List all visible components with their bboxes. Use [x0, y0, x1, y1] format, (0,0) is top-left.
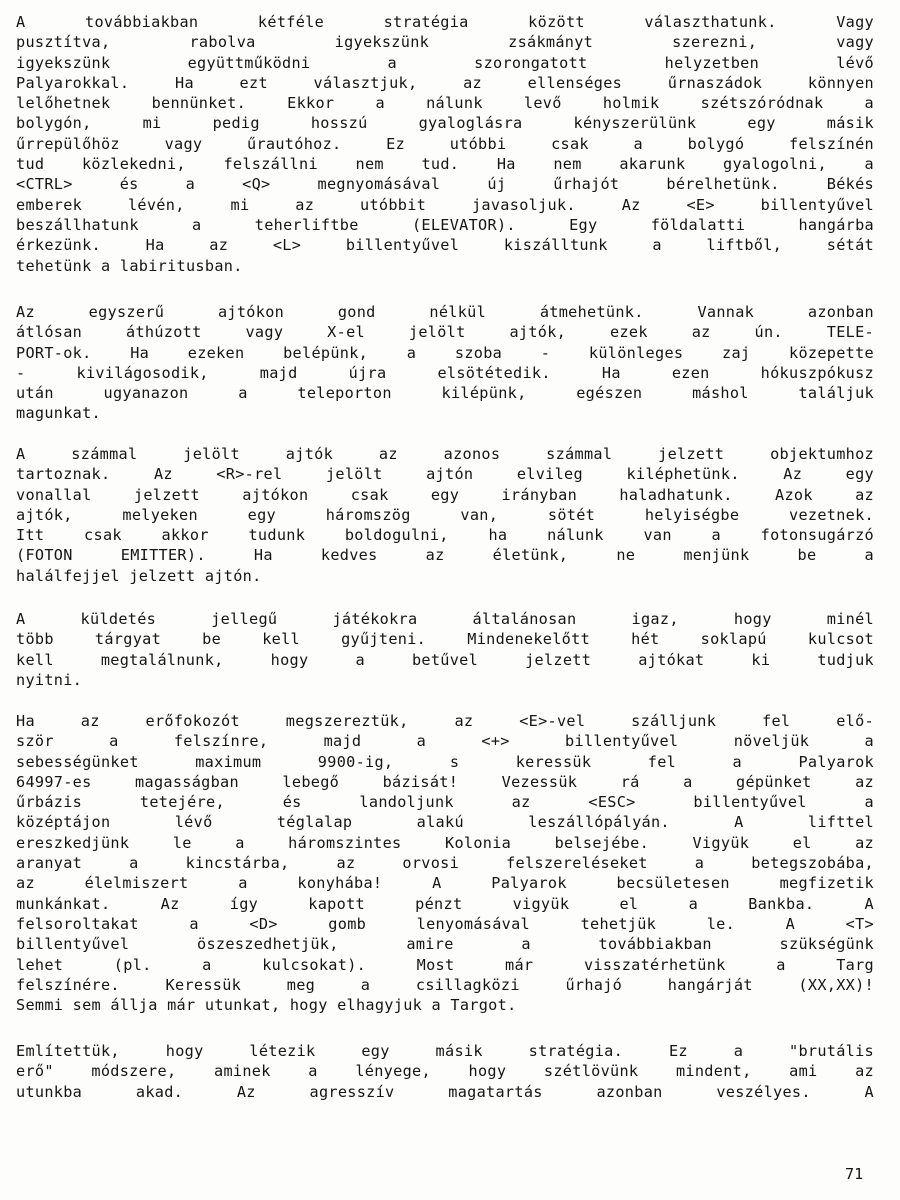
text-line: Itt csak akkor tudunk boldogulni, ha nálunk van a fotonsugárzó: [16, 526, 874, 545]
text-line: erő" módszere, aminek a lényege, hogy szétlövünk mindent, ami az: [16, 1062, 874, 1081]
text-line: ajtók, melyeken egy háromszög van, sötét helyiségbe vezetnek.: [16, 505, 874, 524]
text-line: A számmal jelölt ajtók az azonos számmal jelzett objektumhoz: [16, 445, 874, 463]
text-line: billentyűvel öszeszedhetjük, amire a továbbiakban szükségünk: [16, 935, 874, 954]
text-line: A továbbiakban kétféle stratégia között választhatunk. Vagy: [16, 13, 874, 31]
text-line: 64997-es magasságban lebegő bázisát! Vezessük rá a gépünket az: [16, 772, 874, 791]
text-line: magunkat.: [16, 404, 101, 423]
text-line: halálfejjel jelzett ajtón.: [16, 566, 262, 585]
text-line: tud közlekedni, felszállni nem tud. Ha nem akarunk gyalogolni, a: [16, 155, 874, 174]
text-line: - kivilágosodik, majd újra elsötétedik. Ha ezen hókuszpókusz: [16, 363, 874, 382]
text-line: lehet (pl. a kulcsokat). Most már visszatérhetünk a Targ: [16, 955, 874, 974]
text-line: beszállhatunk a teherliftbe (ELEVATOR). Egy földalatti hangárba: [16, 215, 874, 234]
text-line: űrrepülőhöz vagy űrautóhoz. Ez utóbbi csak a bolygó felszínén: [16, 134, 874, 153]
paragraph-2: [16, 302, 874, 424]
text-line: tehetünk a labiritusban.: [16, 256, 243, 275]
text-line: Semmi sem állja már utunkat, hogy elhagyjuk a Targot.: [16, 996, 517, 1015]
page-number: 71: [845, 1165, 864, 1183]
text-line: Ha az erőfokozót megszereztük, az <E>-vel szálljunk fel elő-: [16, 712, 874, 730]
text-line: utunkba akad. Az agresszív magatartás azonban veszélyes. A: [16, 1082, 874, 1101]
text-line: PORT-ok. Ha ezeken belépünk, a szoba - különleges zaj közepette: [16, 343, 874, 362]
text-line: lelőhetnek bennünket. Ekkor a nálunk levő holmik szétszóródnak a: [16, 94, 874, 113]
text-line: több tárgyat be kell gyűjteni. Mindenekelőtt hét soklapú kulcsot: [16, 630, 874, 649]
text-line: <CTRL> és a <Q> megnyomásával új űrhajót bérelhetünk. Békés: [16, 175, 874, 194]
paragraph-5: [16, 711, 874, 1015]
text-line: munkánkat. Az így kapott pénzt vigyük el a Bankba. A: [16, 894, 874, 913]
text-line: bolygón, mi pedig hosszú gyaloglásra kényszerülünk egy másik: [16, 114, 874, 133]
text-line: nyitni.: [16, 670, 83, 689]
text-line: aranyat a kincstárba, az orvosi felszereléseket a betegszobába,: [16, 854, 874, 873]
text-line: (FOTON EMITTER). Ha kedves az életünk, ne menjünk be a: [16, 546, 874, 565]
text-line: az élelmiszert a konyhába! A Palyarok becsületesen megfizetik: [16, 874, 874, 893]
text-line: űrbázis tetejére, és landoljunk az <ESC> billentyűvel a: [16, 793, 874, 812]
paragraph-4: [16, 609, 874, 690]
text-line: pusztítva, rabolva igyekszünk zsákmányt szerezni, vagy: [16, 33, 874, 52]
paragraph-6: [16, 1041, 874, 1102]
text-line: után ugyanazon a teleporton kilépünk, egészen máshol találjuk: [16, 384, 874, 403]
text-line: ereszkedjünk le a háromszintes Kolonia belsejébe. Vigyük el az: [16, 833, 874, 852]
text-line: kell megtalálnunk, hogy a betűvel jelzett ajtókat ki tudjuk: [16, 650, 874, 669]
text-line: A küldetés jellegű játékokra általánosan igaz, hogy minél: [16, 610, 874, 628]
text-line: felszínére. Keressük meg a csillagközi űrhajó hangárját (XX,XX)!: [16, 975, 874, 994]
text-line: Említettük, hogy létezik egy másik stratégia. Ez a "brutális: [16, 1042, 874, 1060]
text-line: középtájon lévő téglalap alakú leszállópályán. A lifttel: [16, 813, 874, 832]
text-line: felsoroltakat a <D> gomb lenyomásával tehetjük le. A <T>: [16, 914, 874, 933]
text-line: ször a felszínre, majd a <+> billentyűvel növeljük a: [16, 732, 874, 751]
text-line: emberek lévén, mi az utóbbit javasoljuk. Az <E> billentyűvel: [16, 195, 874, 214]
text-line: átlósan áthúzott vagy X-el jelölt ajtók, ezek az ún. TELE-: [16, 323, 874, 342]
text-line: vonallal jelzett ajtókon csak egy irányban haladhatunk. Azok az: [16, 485, 874, 504]
paragraph-1: [16, 12, 874, 276]
text-line: Az egyszerű ajtókon gond nélkül átmehetünk. Vannak azonban: [16, 303, 874, 321]
text-line: érkezünk. Ha az <L> billentyűvel kiszálltunk a liftből, sétát: [16, 236, 874, 255]
text-line: tartoznak. Az <R>-rel jelölt ajtón elvileg kiléphetünk. Az egy: [16, 465, 874, 484]
text-line: sebességünket maximum 9900-ig, s keressük fel a Palyarok: [16, 752, 874, 771]
text-line: Palyarokkal. Ha ezt választjuk, az ellenséges űrnaszádok könnyen: [16, 73, 874, 92]
paragraph-3: [16, 444, 874, 586]
text-line: igyekszünk együttműködni a szorongatott helyzetben lévő: [16, 53, 874, 72]
